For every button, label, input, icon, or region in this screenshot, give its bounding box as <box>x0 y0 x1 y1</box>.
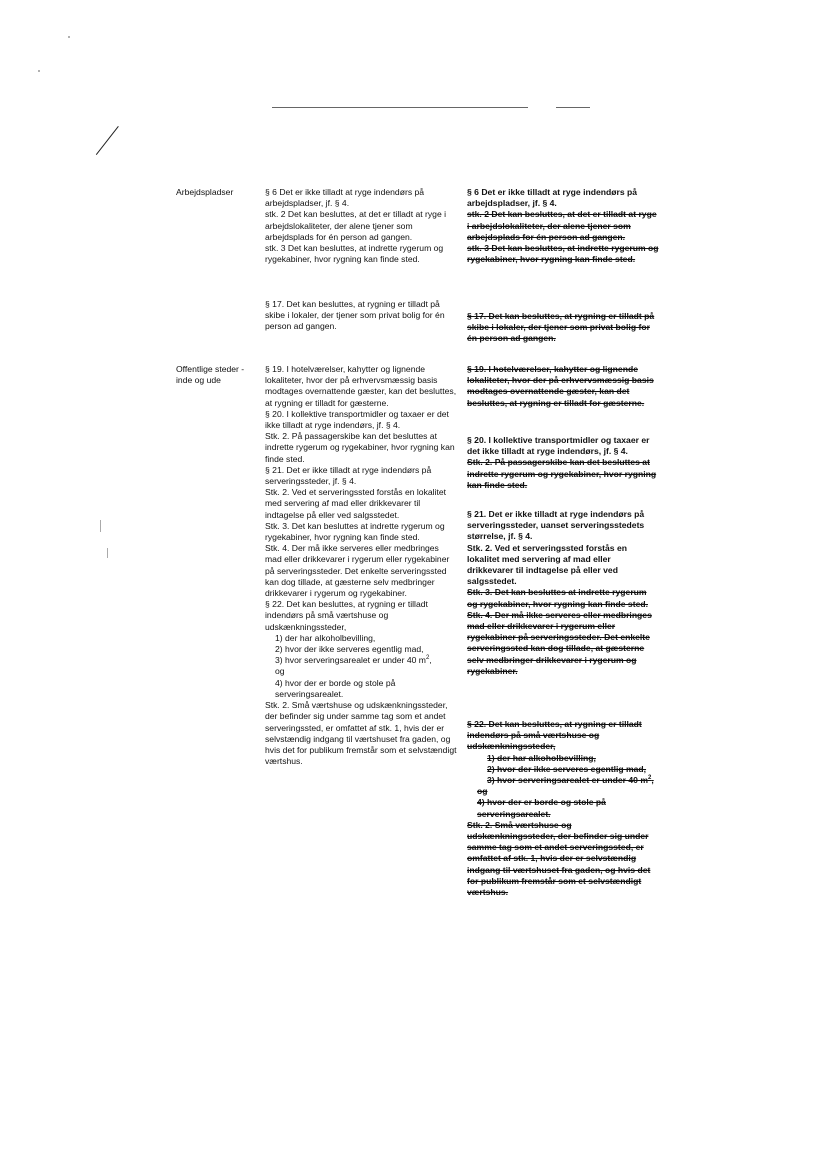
paragraph-22-og: og <box>275 666 285 677</box>
paragraph-22-og-deleted: og <box>477 786 488 797</box>
scan-margin-mark <box>100 520 101 532</box>
amended-text-column <box>467 364 659 409</box>
paragraph-6-stk-3-deleted: stk. 3 Det kan besluttes, at indrette rygerum og rygekabiner, hvor rygning kan finde sted. <box>467 243 659 265</box>
paragraph-6-stk-2-deleted: stk. 2 Det kan besluttes, at det er tilladt at ryge i arbejdslokaliteter, der alene tjener som arbejdsplads for én person ad gangen. <box>467 209 657 242</box>
paragraph-21-stk-2: Stk. 2. Ved et serveringssted forstås en lokalitet med servering af mad eller drikkevarer til indtagelse på eller ved salgsstedet. <box>265 487 447 520</box>
paragraph-22-item-2-deleted: 2) hvor der ikke serveres egentlig mad, <box>487 763 647 774</box>
header-rule-short <box>556 107 590 108</box>
paragraph-22: § 22. Det kan besluttes, at rygning er tilladt indendørs på små værtshuse og udskænkningssteder, <box>265 599 428 632</box>
original-text-column <box>265 299 457 333</box>
paragraph-22-deleted: § 22. Det kan besluttes, at rygning er tilladt indendørs på små værtshuse og udskænkningssteder, <box>467 719 642 752</box>
paragraph-21-stk-3: Stk. 3. Det kan besluttes at indrette rygerum og rygekabiner, hvor rygning kan finde sted. <box>265 520 445 543</box>
paragraph-21: § 21. Det er ikke tilladt at ryge indendørs på serveringssteder, jf. § 4. <box>265 464 432 487</box>
paragraph-21-stk-2: Stk. 2. Ved et serveringssted forstås en lokalitet med servering af mad eller drikkevarer til indtagelse på eller ved salgsstedet. <box>467 542 628 587</box>
paragraph-21-stk-4: Stk. 4. Der må ikke serveres eller medbringes mad eller drikkevarer i rygerum eller rygekabiner på serveringssteder. Det enkelte serveringssted kan dog tillade, at gæsterne selv medbringer drikkevarer i rygerum og rygekabiner. <box>265 543 450 599</box>
amended-text-column <box>467 719 659 898</box>
paragraph-19-deleted: § 19. I hotelværelser, kahytter og lignende lokaliteter, hvor der på erhvervsmæssig basis modtages overnattende gæster, kan det besluttes, at rygning er tilladt for gæsterne. <box>467 364 654 408</box>
paragraph-22-item-3-deleted: 3) hvor serveringsarealet er under 40 $m^2$, <box>487 775 654 786</box>
paragraph-6: § 6 Det er ikke tilladt at ryge indendørs på arbejdspladser, jf. § 4. <box>265 187 425 209</box>
paragraph-20-stk-2: Stk. 2. På passagerskibe kan det besluttes at indrette rygerum og rygekabiner, hvor rygning kan finde sted. <box>265 431 455 464</box>
paragraph-17-deleted: § 17. Det kan besluttes, at rygning er tilladt på skibe i lokaler, der tjener som privat bolig for én person ad gangen. <box>467 311 655 344</box>
paragraph-20: § 20. I kollektive transportmidler og taxaer er det ikke tilladt at ryge indendørs, jf. § 4. <box>467 435 650 457</box>
original-text-column <box>265 187 457 265</box>
scan-margin-mark <box>107 548 108 558</box>
paragraph-17: § 17. Det kan besluttes, at rygning er tilladt på skibe i lokaler, der tjener som privat bolig for én person ad gangen. <box>265 299 445 332</box>
paragraph-20-stk-2-deleted: Stk. 2. På passagerskibe kan det besluttes at indrette rygerum og rygekabiner, hvor rygning kan finde sted. <box>467 457 657 490</box>
original-text-column <box>265 364 457 767</box>
paragraph-6-stk-2: stk. 2 Det kan besluttes, at det er tilladt at ryge i arbejdslokaliteter, der alene tjener som arbejdsplads for én person ad gangen. <box>265 209 447 242</box>
paragraph-22-stk-2-deleted: Stk. 2. Små værtshuse og udskænkningssteder, der befinder sig under samme tag som et andet serveringssted, er omfattet af stk. 1, hvis der er selvstændig indgang til værtshuset fra gaden, og hvis det for publikum fremstår som et selvstændigt værtshus. <box>467 819 651 898</box>
paragraph-22-item-4: 4) hvor der er borde og stole på serveringsarealet. <box>275 677 396 699</box>
paragraph-22-item-1: 1) der har alkoholbevilling, <box>275 632 376 643</box>
paragraph-20: § 20. I kollektive transportmidler og taxaer er det ikke tilladt at ryge indendørs, jf. § 4. <box>265 408 449 431</box>
scan-speck <box>38 70 40 72</box>
paragraph-21-stk-3-deleted: Stk. 3. Det kan besluttes at indrette rygerum og rygekabiner, hvor rygning kan finde sted. <box>467 587 648 609</box>
header-rule-long <box>272 107 528 108</box>
paragraph-21: § 21. Det er ikke tilladt at ryge indendørs på serveringssteder, uanset serveringsstedets størrelse, jf. § 4. <box>467 509 645 542</box>
section-label-arbejdspladser: Arbejdspladser <box>176 187 234 197</box>
paragraph-22-stk-2: Stk. 2. Små værtshuse og udskænkningssteder, der befinder sig under samme tag som et andet serveringssted, er omfattet af stk. 1, hvis der er selvstændig indgang til værtshuset fra gaden, og hvis det for publikum fremstår som et selvstændigt værtshus. <box>265 700 457 767</box>
paragraph-22-item-3: 3) hvor serveringsarealet er under 40 $m^2$, <box>275 655 432 666</box>
paragraph-6-stk-3: stk. 3 Det kan besluttes, at indrette rygerum og rygekabiner, hvor rygning kan finde sted. <box>265 243 444 265</box>
paragraph-22-item-1-deleted: 1) der har alkoholbevilling, <box>487 752 596 763</box>
paragraph-22-item-2: 2) hvor der ikke serveres egentlig mad, <box>275 644 424 655</box>
paragraph-19: § 19. I hotelværelser, kahytter og lignende lokaliteter, hvor der på erhvervsmæssig basis modtages overnattende gæster, kan det besluttes, at rygning er tilladt for gæsterne. <box>265 364 457 408</box>
section-label-offentlige-steder: Offentlige steder - inde og ude <box>176 364 245 386</box>
paragraph-6: § 6 Det er ikke tilladt at ryge indendørs på arbejdspladser, jf. § 4. <box>467 187 638 209</box>
amended-text-column <box>467 187 659 265</box>
paragraph-22-item-4-deleted: 4) hvor der er borde og stole på serveringsarealet. <box>477 797 606 819</box>
amended-text-column <box>467 509 659 677</box>
pen-mark <box>96 126 119 155</box>
amended-text-column <box>467 435 659 491</box>
scan-speck <box>68 36 70 38</box>
paragraph-21-stk-4-deleted: Stk. 4. Der må ikke serveres eller medbringes mad eller drikkevarer i rygerum eller rygekabiner på serveringssteder. Det enkelte serveringssted kan dog tillade, at gæsterne selv medbringer drikkevarer i rygerum og rygekabiner. <box>467 609 652 676</box>
amended-text-column <box>467 311 659 345</box>
